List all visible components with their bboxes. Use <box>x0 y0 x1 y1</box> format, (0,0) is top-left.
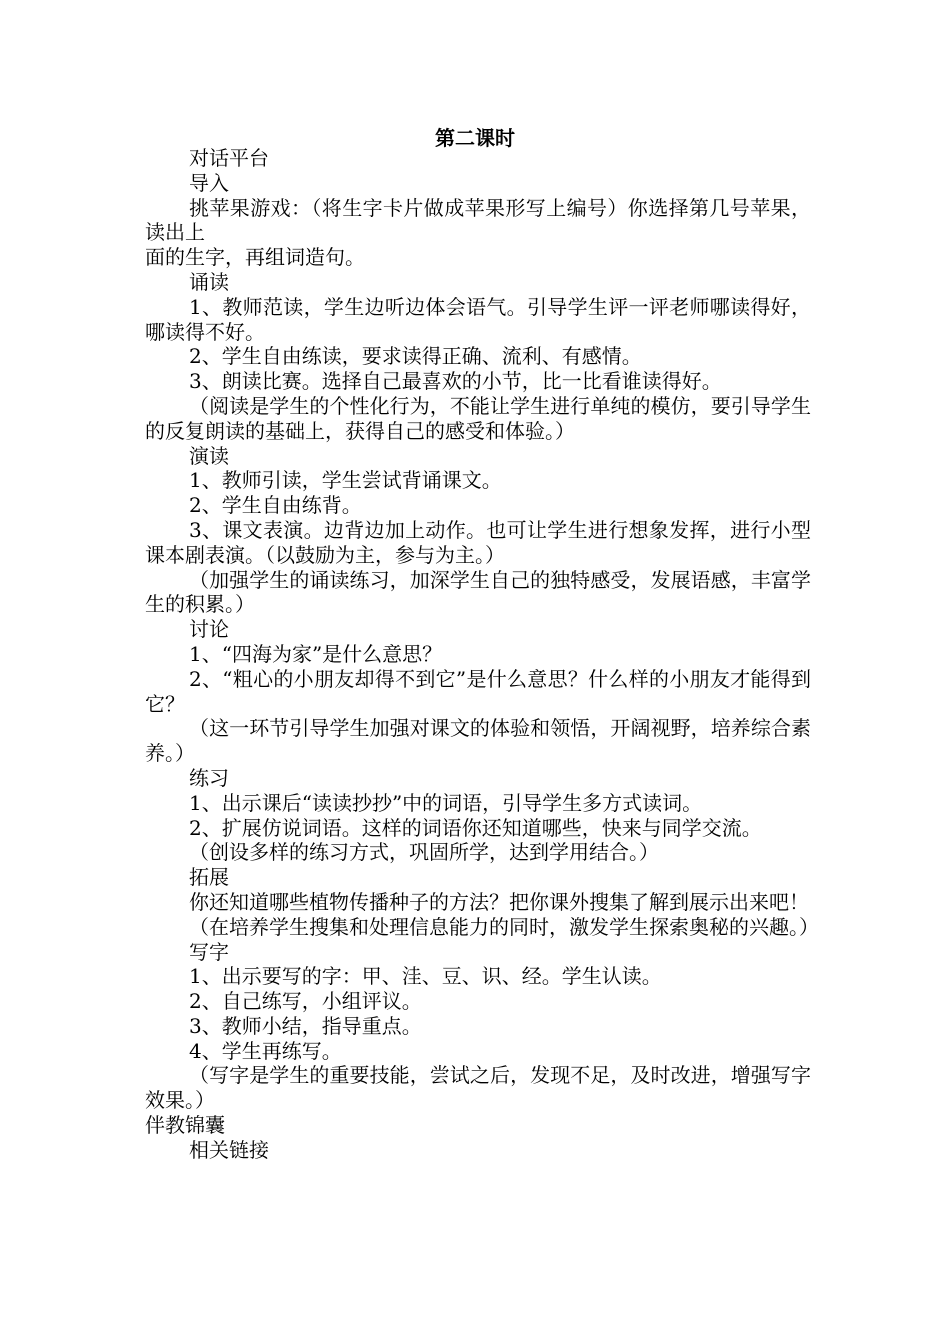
paragraph: 3、课文表演。边背边加上动作。也可让学生进行想象发挥，进行小型课本剧表演。（以鼓励为主，参与为主。） <box>145 517 811 567</box>
paragraph: （加强学生的诵读练习，加深学生自己的独特感受，发展语感，丰富学生的积累。） <box>145 567 811 617</box>
section-heading-recite: 诵读 <box>189 269 229 294</box>
paragraph: 1、出示课后“读读抄抄”中的词语，引导学生多方式读词。 <box>189 790 703 815</box>
paragraph: 4、学生再练写。 <box>189 1038 342 1063</box>
section-heading-extension: 拓展 <box>189 865 229 890</box>
paragraph: 1、出示要写的字：甲、洼、豆、识、经。学生认读。 <box>189 964 662 989</box>
paragraph: 1、“四海为家”是什么意思？ <box>189 641 443 666</box>
paragraph: 你还知道哪些植物传播种子的方法？把你课外搜集了解到展示出来吧！ <box>189 889 809 914</box>
paragraph: 面的生字，再组词造句。 <box>145 245 365 270</box>
paragraph: 1、教师引读，学生尝试背诵课文。 <box>189 468 502 493</box>
paragraph: 3、教师小结，指导重点。 <box>189 1013 422 1038</box>
paragraph: （创设多样的练习方式，巩固所学，达到学用结合。） <box>189 840 659 865</box>
section-heading-dialogue-platform: 对话平台 <box>189 146 269 170</box>
section-heading-intro: 导入 <box>189 170 229 195</box>
paragraph: （这一环节引导学生加强对课文的体验和领悟，开阔视野，培养综合素养。） <box>145 716 811 766</box>
page-title: 第二课时 <box>435 126 515 150</box>
document-body <box>145 146 819 1163</box>
paragraph: 2、扩展仿说词语。这样的词语你还知道哪些，快来与同学交流。 <box>189 815 762 840</box>
paragraph: （阅读是学生的个性化行为，不能让学生进行单纯的模仿，要引导学生的反复朗读的基础上，获得自己的感受和体验。） <box>145 393 811 443</box>
paragraph: 2、自己练写，小组评议。 <box>189 989 422 1014</box>
section-heading-teaching-tips: 伴教锦囊 <box>145 1113 225 1138</box>
paragraph: 2、“粗心的小朋友却得不到它”是什么意思？什么样的小朋友才能得到它？ <box>145 666 811 716</box>
paragraph: 2、学生自由练背。 <box>189 493 362 518</box>
section-heading-writing: 写字 <box>189 939 229 964</box>
section-heading-related-links: 相关链接 <box>189 1137 269 1162</box>
paragraph: （写字是学生的重要技能，尝试之后，发现不足，及时改进，增强写字效果。） <box>145 1063 811 1113</box>
paragraph: 3、朗读比赛。选择自己最喜欢的小节，比一比看谁读得好。 <box>189 369 722 394</box>
paragraph: （在培养学生搜集和处理信息能力的同时，激发学生探索奥秘的兴趣。） <box>189 914 819 939</box>
section-heading-perform: 演读 <box>189 443 229 468</box>
section-heading-discussion: 讨论 <box>189 617 229 642</box>
paragraph: 1、教师范读，学生边听边体会语气。引导学生评一评老师哪读得好，哪读得不好。 <box>145 294 811 344</box>
section-heading-practice: 练习 <box>189 765 229 790</box>
paragraph: 2、学生自由练读，要求读得正确、流利、有感情。 <box>189 344 642 369</box>
paragraph: 挑苹果游戏：（将生字卡片做成苹果形写上编号）你选择第几号苹果，读出上 <box>145 195 811 245</box>
